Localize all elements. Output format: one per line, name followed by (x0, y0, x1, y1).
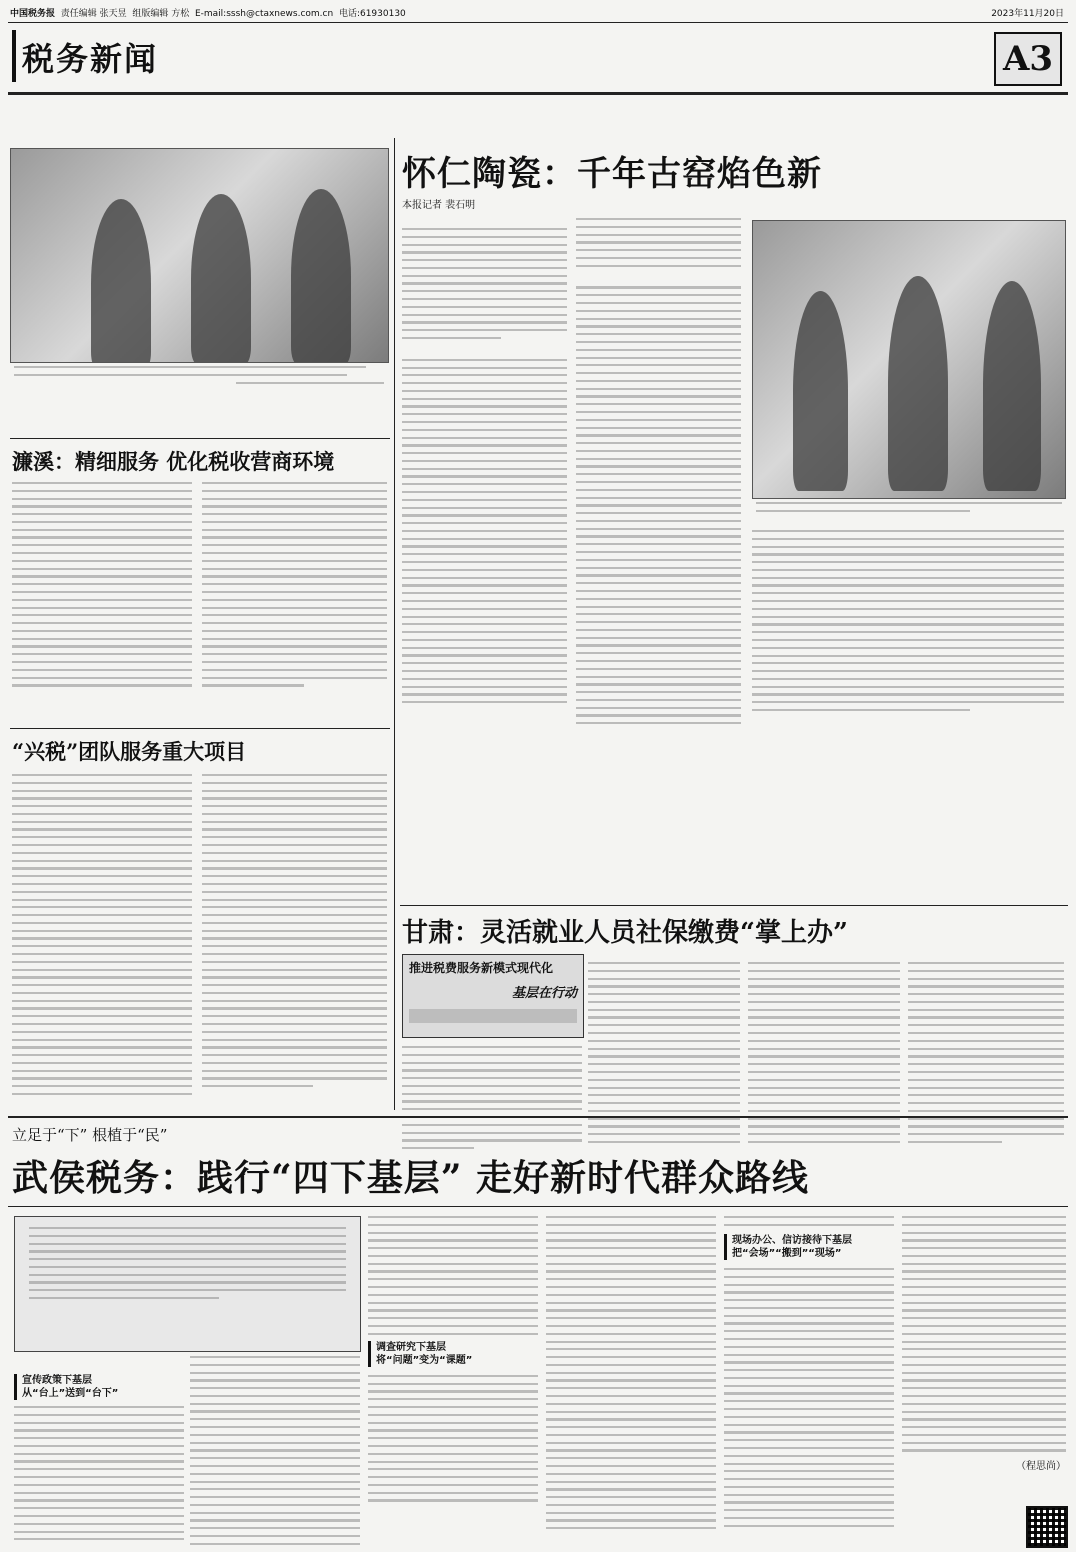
article-lianxi-col1 (12, 482, 192, 692)
article-wuhou-col4 (546, 1216, 716, 1535)
article-gansu-col2 (588, 962, 740, 1149)
subhead-research-line2: 将“问题”变为“课题” (376, 1354, 473, 1366)
email: E-mail:sssh@ctaxnews.com.cn (194, 9, 334, 19)
article-huairen-col3 (752, 530, 1064, 717)
photo-caption-1 (14, 366, 384, 389)
headline-wuhou: 武侯税务：践行“四下基层” 走好新时代群众路线 (12, 1157, 809, 1199)
headline-xingshui: “兴税”团队服务重大项目 (12, 739, 247, 764)
article-wuhou-col5 (724, 1216, 894, 1533)
lead-quote-box (14, 1216, 361, 1352)
subhead-propaganda-line2: 从“台上”送到“台下” (22, 1388, 119, 1399)
editor: 责任编辑 张天昱 (60, 9, 127, 19)
article-wuhou-col3 (368, 1216, 538, 1507)
byline-huairen: 本报记者 裴石明 (402, 200, 476, 211)
headline-lianxi: 濂溪：精细服务 优化税收营商环境 (12, 449, 335, 474)
subhead-onsite-line1: 现场办公、信访接待下基层 (732, 1234, 852, 1246)
headline-gansu: 甘肃：灵活就业人员社保缴费“掌上办” (402, 918, 848, 948)
subhead-onsite (724, 1234, 894, 1260)
banner-slogan: 基层在行动 (511, 986, 577, 1001)
article-gansu-col1 (402, 1046, 582, 1155)
subhead-propaganda-line1: 宣传政策下基层 (22, 1375, 92, 1386)
headline-huairen: 怀仁陶瓷：千年古窑焰色新 (402, 154, 822, 194)
layout-editor: 组版编辑 方松 (132, 9, 190, 19)
phone: 电话:61930130 (338, 9, 406, 19)
kicker-wuhou: 立足于“下” 根植于“民” (12, 1126, 168, 1144)
banner-title: 推进税费服务新模式现代化 (409, 961, 554, 975)
page-number: A3 (994, 32, 1062, 86)
sidebar-banner (402, 954, 584, 1038)
article-lianxi-col2 (202, 482, 387, 692)
article-gansu-col3 (748, 962, 900, 1149)
subhead-propaganda (14, 1374, 118, 1400)
subhead-research (368, 1341, 538, 1367)
article-xingshui-col1 (12, 774, 192, 1101)
article-huairen-col1 (402, 228, 567, 709)
article-wuhou-col1 (14, 1406, 184, 1546)
article-gansu-col4 (908, 962, 1064, 1149)
article-huairen-col2 (576, 218, 741, 730)
subhead-onsite-line2: 把“会场”“搬到”“现场” (732, 1247, 842, 1259)
qr-code (1026, 1506, 1068, 1548)
photo-tax-officers-visit (10, 148, 389, 363)
signoff-wuhou: （程思尚） (1016, 1461, 1066, 1473)
photo-ceramics-factory (752, 220, 1066, 499)
article-xingshui-col2 (202, 774, 387, 1093)
photo-caption-2 (756, 502, 1062, 518)
masthead-info (10, 6, 406, 19)
section-title: 税务新闻 (22, 40, 159, 78)
issue-date: 2023年11月20日 (991, 9, 1064, 19)
article-wuhou-col2 (190, 1356, 360, 1551)
paper-name: 中国税务报 (10, 9, 56, 19)
subhead-research-line1: 调查研究下基层 (376, 1341, 446, 1353)
article-wuhou-col6 (902, 1216, 1066, 1472)
